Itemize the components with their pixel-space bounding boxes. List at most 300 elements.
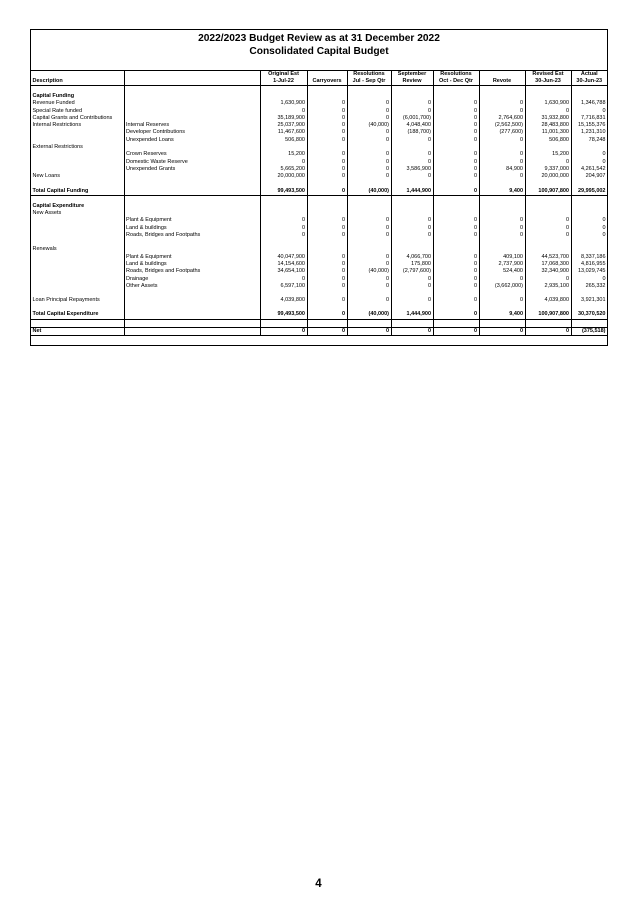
spacer-cell	[433, 319, 479, 327]
value-cell: 15,200	[260, 151, 307, 158]
row-label: Total Capital Expenditure	[31, 311, 124, 319]
value-cell: 32,340,900	[525, 268, 571, 275]
value-cell: 1,444,900	[391, 311, 433, 319]
column-header-line1	[124, 71, 260, 79]
table-row	[31, 108, 607, 115]
value-cell: 0	[260, 276, 307, 283]
value-cell: 15,155,376	[571, 122, 607, 129]
value-cell: 0	[307, 100, 347, 107]
spacer-cell	[260, 319, 307, 327]
table-row	[31, 100, 607, 107]
value-cell: 204,907	[571, 173, 607, 180]
value-cell: 9,400	[479, 311, 525, 319]
value-cell: 0	[260, 232, 307, 239]
value-cell: 25,037,900	[260, 122, 307, 129]
value-cell: 0	[525, 225, 571, 232]
value-cell: 29,995,002	[571, 188, 607, 196]
value-cell	[260, 246, 307, 253]
value-cell: (188,700)	[391, 129, 433, 136]
row-sublabel	[124, 311, 260, 319]
value-cell	[307, 210, 347, 217]
value-cell	[307, 144, 347, 151]
column-header-line2: Review	[391, 78, 433, 86]
row-label	[31, 276, 124, 283]
spacer-cell	[391, 304, 433, 311]
value-cell: 0	[391, 276, 433, 283]
value-cell: (375,518)	[571, 327, 607, 335]
value-cell	[479, 203, 525, 210]
spacer-cell	[479, 239, 525, 246]
value-cell: 0	[347, 166, 391, 173]
value-cell: 0	[433, 173, 479, 180]
spacer-cell	[31, 195, 124, 203]
row-sublabel: Internal Reserves	[124, 122, 260, 129]
value-cell	[433, 246, 479, 253]
value-cell: 0	[391, 100, 433, 107]
value-cell: 6,597,100	[260, 283, 307, 290]
value-cell: 0	[525, 276, 571, 283]
value-cell: 4,261,542	[571, 166, 607, 173]
spacer-cell	[433, 86, 479, 94]
row-sublabel	[124, 115, 260, 122]
value-cell: 0	[433, 122, 479, 129]
spacer-cell	[571, 195, 607, 203]
table-row	[31, 203, 607, 210]
value-cell: 17,068,300	[525, 261, 571, 268]
value-cell	[260, 203, 307, 210]
value-cell: 0	[479, 100, 525, 107]
spacer-cell	[31, 86, 124, 94]
table-row	[31, 254, 607, 261]
value-cell: 524,400	[479, 268, 525, 275]
value-cell	[525, 210, 571, 217]
value-cell: 0	[307, 108, 347, 115]
row-label: Capital Grants and Contributions	[32, 114, 113, 121]
column-header-line2: 1-Jul-22	[260, 78, 307, 86]
spacer-cell	[479, 181, 525, 188]
value-cell: 409,100	[479, 254, 525, 261]
value-cell	[307, 203, 347, 210]
spacer-cell	[433, 290, 479, 297]
value-cell: 0	[391, 159, 433, 166]
value-cell: 0	[433, 261, 479, 268]
row-sublabel: Land & buildings	[124, 225, 260, 232]
spacer-cell	[391, 86, 433, 94]
spacer-cell	[347, 86, 391, 94]
value-cell: 0	[307, 137, 347, 144]
table-row	[31, 297, 607, 304]
value-cell: 2,935,100	[525, 283, 571, 290]
value-cell: 4,816,955	[571, 261, 607, 268]
value-cell: 0	[433, 100, 479, 107]
value-cell: 11,467,600	[260, 129, 307, 136]
table-row	[31, 290, 607, 297]
table-row	[31, 129, 607, 136]
value-cell: 0	[307, 159, 347, 166]
spacer-cell	[31, 181, 124, 188]
spacer-cell	[479, 319, 525, 327]
row-sublabel	[124, 188, 260, 196]
value-cell: 0	[391, 151, 433, 158]
value-cell	[433, 93, 479, 100]
value-cell: 506,800	[525, 137, 571, 144]
value-cell	[433, 210, 479, 217]
value-cell: (40,000)	[347, 268, 391, 275]
table-row	[31, 86, 607, 94]
column-header-line1	[31, 71, 124, 79]
value-cell: 0	[391, 232, 433, 239]
value-cell: 100,907,800	[525, 188, 571, 196]
table-row	[31, 225, 607, 232]
value-cell: 0	[307, 217, 347, 224]
spacer-cell	[124, 319, 260, 327]
value-cell: 0	[347, 151, 391, 158]
row-sublabel: Land & buildings	[124, 261, 260, 268]
row-sublabel	[124, 297, 260, 304]
value-cell: 0	[260, 108, 307, 115]
row-sublabel: Roads, Bridges and Footpaths	[124, 268, 260, 275]
spacer-cell	[307, 181, 347, 188]
spacer-cell	[479, 290, 525, 297]
value-cell: 0	[347, 173, 391, 180]
value-cell: 0	[307, 327, 347, 335]
value-cell	[525, 93, 571, 100]
spacer-cell	[571, 86, 607, 94]
value-cell: 0	[433, 166, 479, 173]
value-cell: 84,900	[479, 166, 525, 173]
spacer-cell	[479, 304, 525, 311]
value-cell: 20,000,000	[525, 173, 571, 180]
value-cell: 0	[433, 276, 479, 283]
value-cell: (2,562,500)	[479, 122, 525, 129]
spacer-cell	[525, 86, 571, 94]
value-cell: 0	[347, 261, 391, 268]
spacer-cell	[525, 290, 571, 297]
value-cell: 20,000,000	[260, 173, 307, 180]
value-cell	[525, 203, 571, 210]
value-cell: 0	[479, 232, 525, 239]
value-cell: 0	[391, 283, 433, 290]
table-row	[31, 93, 607, 100]
value-cell: 5,665,200	[260, 166, 307, 173]
value-cell: 0	[479, 137, 525, 144]
row-sublabel	[124, 210, 260, 217]
value-cell: 0	[307, 254, 347, 261]
value-cell: 0	[433, 129, 479, 136]
value-cell: 2,764,600	[479, 115, 525, 122]
column-header-line2: 30-Jun-23	[525, 78, 571, 86]
value-cell: 0	[347, 283, 391, 290]
value-cell: 1,346,788	[571, 100, 607, 107]
value-cell: 2,737,900	[479, 261, 525, 268]
value-cell: (40,000)	[347, 311, 391, 319]
value-cell	[479, 93, 525, 100]
value-cell: 0	[433, 232, 479, 239]
value-cell: 15,200	[525, 151, 571, 158]
value-cell: (40,000)	[347, 188, 391, 196]
value-cell: 4,048,400	[391, 122, 433, 129]
row-sublabel	[124, 108, 260, 115]
value-cell: 0	[479, 159, 525, 166]
value-cell: 0	[433, 297, 479, 304]
value-cell: 0	[307, 268, 347, 275]
value-cell: 0	[347, 129, 391, 136]
spacer-cell	[307, 239, 347, 246]
column-header-line1: Resolutions	[347, 71, 391, 79]
spacer-cell	[260, 290, 307, 297]
capital-budget-table	[31, 70, 607, 336]
column-header-line2: 30-Jun-23	[571, 78, 607, 86]
value-cell: 0	[525, 217, 571, 224]
value-cell: 4,039,800	[525, 297, 571, 304]
table-row	[31, 115, 607, 122]
spacer-cell	[124, 86, 260, 94]
row-label	[31, 129, 124, 136]
row-sublabel	[124, 173, 260, 180]
value-cell	[571, 246, 607, 253]
table-row	[31, 311, 607, 319]
value-cell: 0	[479, 217, 525, 224]
value-cell: 0	[433, 327, 479, 335]
column-header-line1: Original Est	[260, 71, 307, 79]
row-sublabel	[124, 203, 260, 210]
value-cell: 0	[571, 108, 607, 115]
value-cell: 34,654,100	[260, 268, 307, 275]
column-header-line1: Actual	[571, 71, 607, 79]
value-cell: 175,800	[391, 261, 433, 268]
value-cell	[525, 144, 571, 151]
value-cell: 9,337,000	[525, 166, 571, 173]
value-cell: 0	[307, 188, 347, 196]
value-cell: 1,231,310	[571, 129, 607, 136]
value-cell	[391, 144, 433, 151]
row-label: Capital Funding	[32, 93, 75, 99]
value-cell: 0	[479, 297, 525, 304]
value-cell: 28,483,800	[525, 122, 571, 129]
value-cell: 44,523,700	[525, 254, 571, 261]
row-label	[31, 261, 124, 268]
value-cell: 0	[391, 217, 433, 224]
value-cell: 0	[307, 276, 347, 283]
spacer-cell	[391, 181, 433, 188]
value-cell	[479, 246, 525, 253]
budget-frame	[30, 29, 608, 346]
value-cell: 0	[307, 166, 347, 173]
row-label: Loan Principal Repayments	[32, 297, 100, 304]
row-label	[31, 225, 124, 232]
value-cell: 35,189,900	[260, 115, 307, 122]
spacer-cell	[525, 319, 571, 327]
spacer-cell	[525, 181, 571, 188]
table-row	[31, 166, 607, 173]
value-cell: 1,630,900	[260, 100, 307, 107]
table-row	[31, 137, 607, 144]
page-number: 4	[315, 878, 322, 890]
table-row	[31, 217, 607, 224]
value-cell: 0	[571, 151, 607, 158]
value-cell: 4,066,700	[391, 254, 433, 261]
spacer-cell	[571, 181, 607, 188]
value-cell	[260, 93, 307, 100]
spacer-cell	[525, 239, 571, 246]
row-label: New Assets	[32, 210, 62, 217]
column-header-line2: Carryovers	[307, 78, 347, 86]
value-cell	[571, 210, 607, 217]
spacer-cell	[260, 239, 307, 246]
row-sublabel	[124, 100, 260, 107]
value-cell: 0	[391, 108, 433, 115]
table-row	[31, 304, 607, 311]
spacer-cell	[347, 181, 391, 188]
table-row	[31, 159, 607, 166]
value-cell: 0	[347, 232, 391, 239]
spacer-cell	[571, 319, 607, 327]
spacer-cell	[31, 304, 124, 311]
value-cell: 0	[307, 261, 347, 268]
value-cell: 0	[479, 276, 525, 283]
value-cell: (277,600)	[479, 129, 525, 136]
value-cell: 0	[433, 283, 479, 290]
row-sublabel: Plant & Equipment	[124, 217, 260, 224]
value-cell: 7,716,831	[571, 115, 607, 122]
row-label: Internal Restrictions	[32, 122, 82, 129]
value-cell: 0	[307, 311, 347, 319]
spacer-cell	[307, 86, 347, 94]
row-label	[31, 217, 124, 224]
spacer-cell	[31, 239, 124, 246]
value-cell: 0	[347, 217, 391, 224]
value-cell: 0	[571, 276, 607, 283]
value-cell: 30,370,520	[571, 311, 607, 319]
table-row	[31, 283, 607, 290]
value-cell	[347, 246, 391, 253]
column-header-line1	[307, 71, 347, 79]
spacer-cell	[124, 195, 260, 203]
value-cell: 0	[479, 327, 525, 335]
value-cell: 0	[433, 159, 479, 166]
value-cell: 99,493,500	[260, 188, 307, 196]
value-cell: 0	[391, 173, 433, 180]
value-cell: 0	[347, 254, 391, 261]
value-cell: 0	[347, 225, 391, 232]
value-cell: 0	[347, 327, 391, 335]
value-cell	[347, 203, 391, 210]
value-cell	[307, 93, 347, 100]
spacer-cell	[479, 86, 525, 94]
spacer-cell	[260, 304, 307, 311]
row-label	[31, 283, 124, 290]
row-label: Net	[31, 327, 124, 335]
row-label: Total Capital Funding	[31, 188, 124, 196]
value-cell: (6,001,700)	[391, 115, 433, 122]
table-row	[31, 173, 607, 180]
value-cell: 0	[433, 108, 479, 115]
row-sublabel: Unexpended Loans	[124, 137, 260, 144]
value-cell	[479, 210, 525, 217]
value-cell: 3,586,900	[391, 166, 433, 173]
spacer-cell	[307, 304, 347, 311]
value-cell	[347, 144, 391, 151]
row-sublabel: Drainage	[124, 276, 260, 283]
value-cell: 99,493,500	[260, 311, 307, 319]
table-row	[31, 319, 607, 327]
value-cell	[260, 210, 307, 217]
value-cell: 0	[433, 188, 479, 196]
row-sublabel	[124, 93, 260, 100]
value-cell: 0	[307, 297, 347, 304]
spacer-cell	[124, 304, 260, 311]
column-header-line1: Revised Est	[525, 71, 571, 79]
row-label	[31, 268, 124, 275]
spacer-cell	[391, 319, 433, 327]
spacer-cell	[347, 290, 391, 297]
value-cell: 0	[433, 151, 479, 158]
spacer-cell	[347, 319, 391, 327]
spacer-cell	[571, 290, 607, 297]
row-label: Special Rate funded	[32, 107, 83, 114]
row-label: Revenue Funded	[32, 100, 75, 107]
value-cell: 0	[525, 108, 571, 115]
table-row	[31, 195, 607, 203]
value-cell: 14,154,600	[260, 261, 307, 268]
value-cell: (40,000)	[347, 122, 391, 129]
table-row	[31, 144, 607, 151]
spacer-cell	[433, 195, 479, 203]
column-header-line1: September	[391, 71, 433, 79]
value-cell	[391, 93, 433, 100]
value-cell: 0	[307, 173, 347, 180]
spacer-cell	[525, 195, 571, 203]
spacer-cell	[391, 239, 433, 246]
value-cell: 1,630,900	[525, 100, 571, 107]
value-cell: (3,662,000)	[479, 283, 525, 290]
spacer-cell	[571, 239, 607, 246]
value-cell: 0	[307, 225, 347, 232]
spacer-cell	[433, 181, 479, 188]
spacer-cell	[571, 304, 607, 311]
value-cell: 506,800	[260, 137, 307, 144]
value-cell	[571, 144, 607, 151]
row-label: Capital Expenditure	[32, 202, 85, 209]
value-cell: 0	[260, 217, 307, 224]
value-cell: 0	[525, 327, 571, 335]
value-cell: 0	[347, 115, 391, 122]
table-row	[31, 188, 607, 196]
value-cell: 0	[347, 276, 391, 283]
spacer-cell	[433, 239, 479, 246]
row-label: External Restrictions	[32, 144, 83, 151]
value-cell: 0	[433, 311, 479, 319]
table-row	[31, 232, 607, 239]
row-sublabel: Domestic Waste Reserve	[124, 159, 260, 166]
value-cell: 0	[307, 151, 347, 158]
spacer-cell	[260, 181, 307, 188]
row-label	[31, 166, 124, 173]
report-subtitle: Consolidated Capital Budget	[249, 46, 389, 57]
spacer-cell	[307, 195, 347, 203]
value-cell	[391, 246, 433, 253]
value-cell	[433, 203, 479, 210]
spacer-cell	[347, 304, 391, 311]
spacer-cell	[124, 239, 260, 246]
value-cell: 0	[571, 232, 607, 239]
value-cell: 0	[391, 137, 433, 144]
table-row	[31, 268, 607, 275]
table-row	[31, 181, 607, 188]
table-row	[31, 122, 607, 129]
value-cell: 0	[307, 232, 347, 239]
spacer-cell	[307, 319, 347, 327]
